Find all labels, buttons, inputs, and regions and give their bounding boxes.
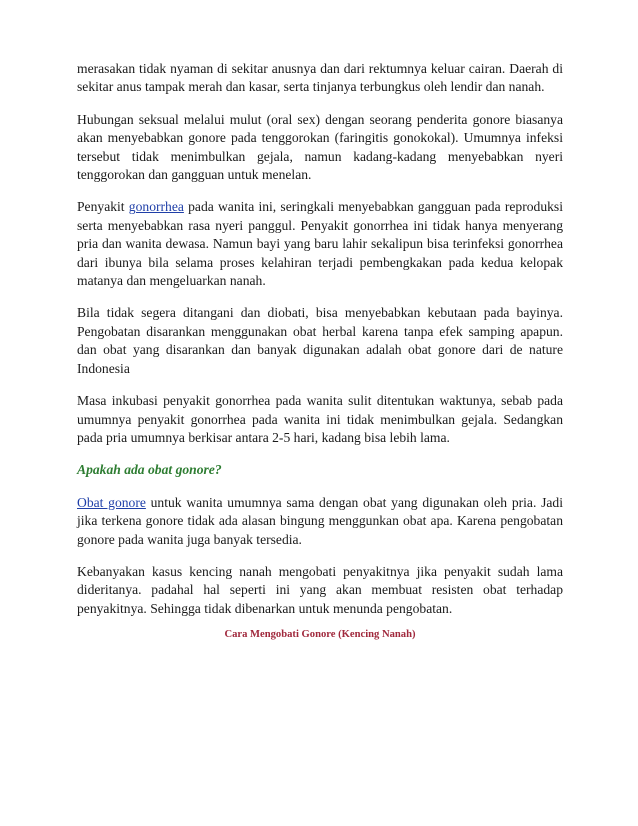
paragraph-gonorrhea-women (77, 198, 563, 290)
document-page (77, 60, 563, 642)
gonorrhea-link[interactable]: gonorrhea (128, 199, 184, 215)
obat-gonore-link[interactable]: Obat gonore (77, 494, 146, 510)
paragraph-incubation: Masa inkubasi penyakit gonorrhea pada wanita sulit ditentukan waktunya, sebab pada umumnya penyakit gonorrhea pada wanita ini tidak menimbulkan gejala. Sedangkan pada pria umumnya berkisar antara 2-5 hari, kadang bisa lebih lama. (77, 393, 563, 445)
section-heading: Apakah ada obat gonore? (77, 462, 222, 478)
paragraph-text-suffix: untuk wanita umumnya sama dengan obat yang digunakan oleh pria. Jadi jika terkena gonore tidak ada alasan bingung menggunkan obat apa. Karena pengobatan gonore pada wanita juga banyak tersedia. (77, 494, 563, 547)
paragraph-treatment: Bila tidak segera ditangani dan diobati, bisa menyebabkan kebutaan pada bayinya. Pengobatan disarankan menggunakan obat herbal karena tanpa efek samping apapun. dan obat yang disarankan dan banyak digunakan adalah obat gonore dari de nature Indonesia (77, 305, 563, 376)
paragraph-oral-gonorrhea: Hubungan seksual melalui mulut (oral sex) dengan seorang penderita gonore biasanya akan menyebabkan gonore pada tenggorokan (faringitis gonokokal). Umumnya infeksi tersebut tidak menimbulkan gejala, namun kadang-kadang menyebabkan nyeri tenggorokan dan gangguan untuk menelan. (77, 111, 563, 183)
footer-caption: Cara Mengobati Gonore (Kencing Nanah) (224, 629, 416, 641)
paragraph-medicine (77, 494, 563, 549)
paragraph-text-prefix: Penyakit (77, 199, 129, 215)
paragraph-text-suffix: pada wanita ini, seringkali menyebabkan gangguan pada reproduksi serta menyebabkan rasa nyeri panggul. Penyakit gonorrhea ini tidak hanya menyerang pria dan wanita dewasa. Namun bayi yang baru lahir sekalipun bisa terinfeksi gonorrhea dari ibunya bila selama proses kelahiran terjadi pembengkakan pada kedua kelopak matanya dan mengeluarkan nanah. (77, 199, 563, 289)
paragraph-symptoms-anus: merasakan tidak nyaman di sekitar anusnya dan dari rektumnya keluar cairan. Daerah di sekitar anus tampak merah dan kasar, serta tinjanya terbungkus oleh lendir dan nanah. (77, 61, 563, 95)
paragraph-delay-treatment: Kebanyakan kasus kencing nanah mengobati penyakitnya jika penyakit sudah lama dideritanya. padahal hal seperti ini yang akan membuat resisten obat terhadap penyakitnya. Sehingga tidak dibenarkan untuk menunda pengobatan. (77, 563, 563, 616)
